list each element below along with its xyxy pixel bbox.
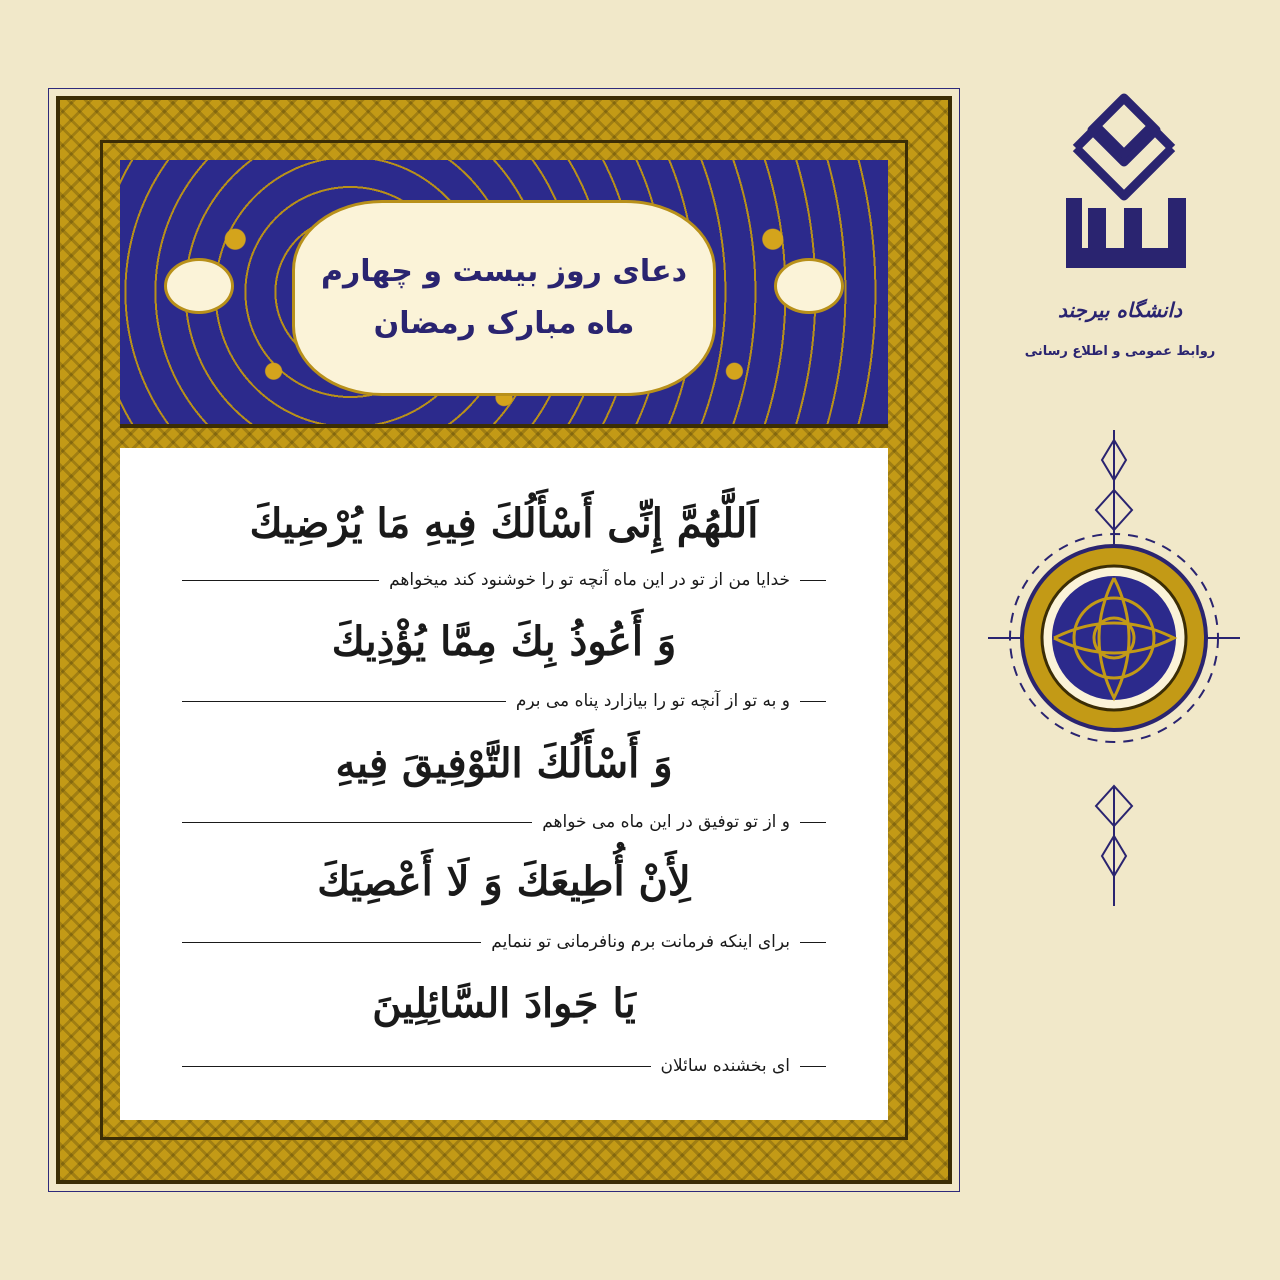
- title-line-1: دعای روز بیست و چهارم: [320, 254, 687, 289]
- prayer-translation-row-3: [182, 807, 826, 837]
- divider-line: [182, 942, 481, 943]
- prayer-translation-2: و به تو از آنچه تو را بیازارد پناه می برم: [515, 691, 790, 711]
- divider-line: [182, 1066, 651, 1067]
- prayer-arabic-3: وَ أَسْأَلُكَ التَّوْفِیقَ فِیهِ: [335, 740, 673, 787]
- prayer-arabic-1: اَللَّهُمَّ إِنِّی أَسْأَلُكَ فِیهِ مَا یُرْضِیكَ: [249, 500, 759, 547]
- divider-line: [800, 580, 826, 581]
- prayer-translation-row-5: [182, 1051, 826, 1081]
- right-flower-ornament-icon: [774, 258, 844, 314]
- left-flower-ornament-icon: [164, 258, 234, 314]
- divider-line: [182, 701, 506, 702]
- prayer-translation-5: ای بخشنده سائلان: [660, 1056, 790, 1076]
- prayer-translation-row-2: [182, 686, 826, 716]
- divider-line: [800, 822, 826, 823]
- divider-line: [800, 942, 826, 943]
- prayer-translation-row-4: [182, 927, 826, 957]
- islamic-medallion-icon: [984, 430, 1244, 906]
- university-name: دانشگاه بیرجند: [1058, 298, 1182, 322]
- university-emblem-icon: [1036, 88, 1212, 288]
- divider-line: [182, 822, 532, 823]
- prayer-translation-3: و از تو توفیق در این ماه می خواهم: [542, 812, 790, 832]
- title-line-2: ماه مبارک رمضان: [373, 306, 635, 341]
- prayer-translation-row-1: [182, 565, 826, 595]
- prayer-arabic-2: وَ أَعُوذُ بِكَ مِمَّا یُؤْذِیكَ: [331, 618, 677, 665]
- prayer-translation-4: برای اینکه فرمانت برم ونافرمانی تو ننمایم: [491, 932, 790, 952]
- prayer-arabic-5: یَا جَوادَ السَّائِلِینَ: [372, 980, 636, 1027]
- divider-line: [800, 1066, 826, 1067]
- divider-line: [182, 580, 379, 581]
- prayer-arabic-4: لِأَنْ أُطِیعَكَ وَ لَا أَعْصِیَكَ: [317, 858, 691, 905]
- prayer-translation-1: خدایا من از تو در این ماه آنچه تو را خوشنود کند میخواهم: [389, 570, 790, 590]
- prayer-panel: [120, 448, 888, 1120]
- department-name: روابط عمومی و اطلاع رسانی: [1024, 344, 1216, 359]
- title-cartouche: [292, 200, 716, 396]
- divider-line: [800, 701, 826, 702]
